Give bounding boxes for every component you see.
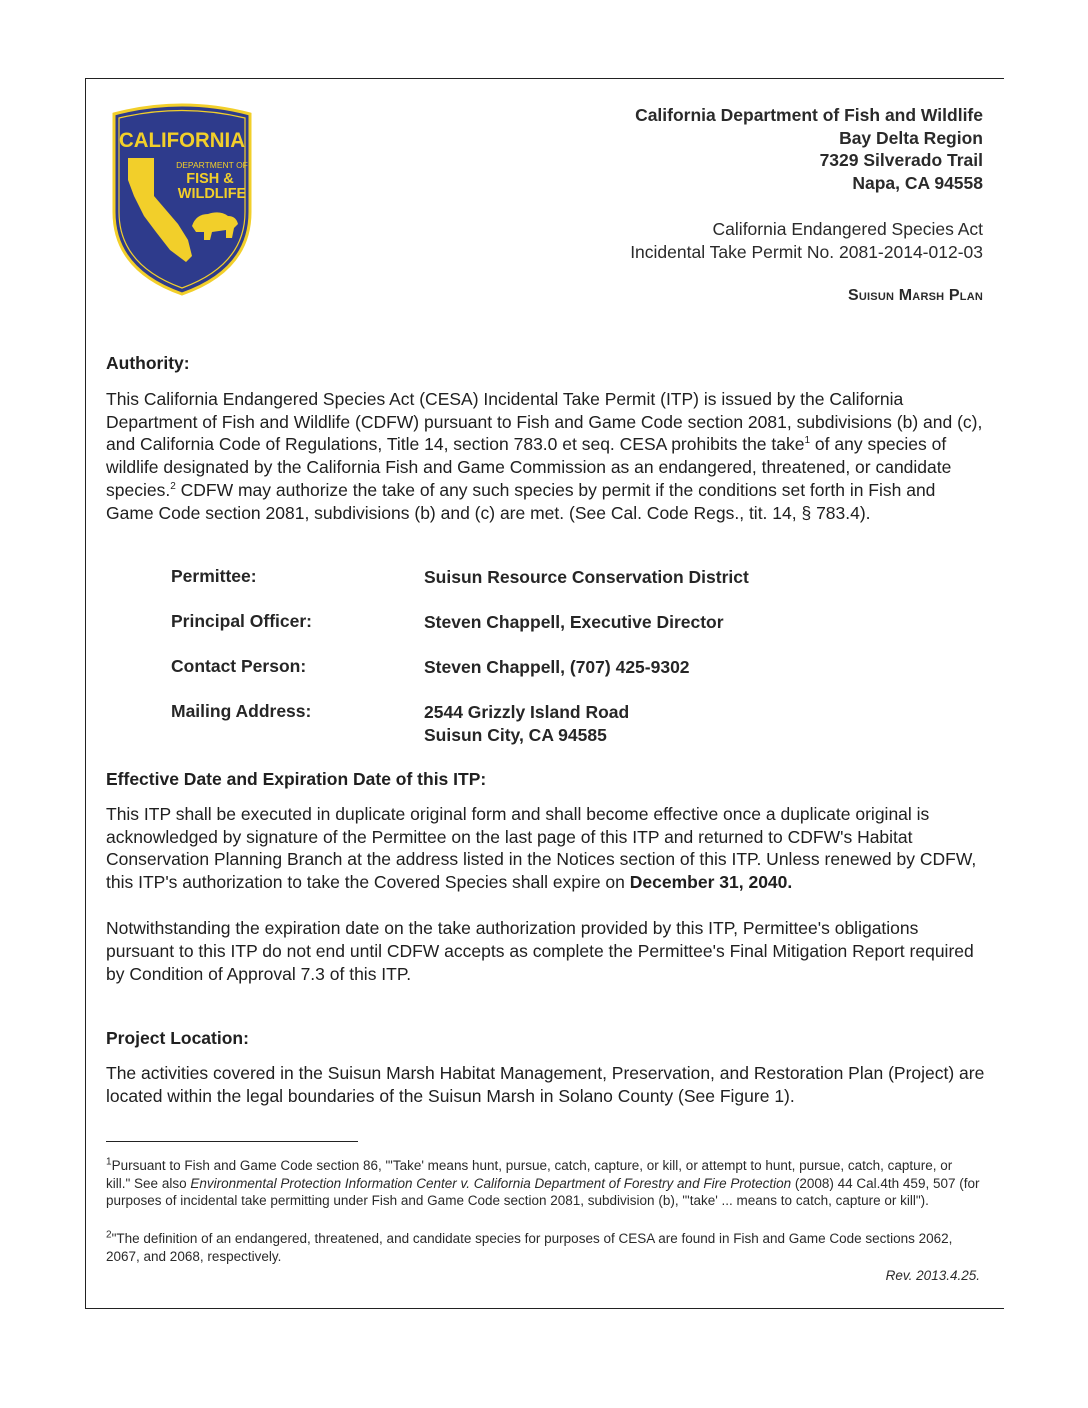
case-citation: Environmental Protection Information Center v. California Department of Forestry and Fire Protection: [190, 1175, 792, 1191]
effective-heading: Effective Date and Expiration Date of this ITP:: [106, 769, 487, 789]
address-line-2: Suisun City, CA 94585: [424, 724, 607, 745]
location-heading: Project Location:: [106, 1028, 249, 1048]
expiration-date: December 31, 2040.: [629, 872, 793, 893]
logo-title: CALIFORNIA: [119, 129, 245, 152]
permittee-label: Permittee:: [171, 566, 257, 586]
authority-heading: Authority:: [106, 353, 190, 373]
logo-fish: FISH &: [186, 171, 234, 187]
footnote-2: $^2$"The definition of an endangered, threatened, and candidate species for purposes of CESA are found in Fish and Game Code sections 2062, 2067, and 2068, respectively.: [106, 1229, 953, 1264]
agency-street: 7329 Silverado Trail: [819, 150, 983, 170]
officer-label: Principal Officer:: [171, 611, 313, 631]
authority-section: [106, 352, 986, 525]
address-value: [424, 701, 629, 747]
agency-city: Napa, CA 94558: [852, 172, 983, 193]
location-text: The activities covered in the Suisun Marsh Habitat Management, Preservation, and Restoration Plan (Project) are located within the legal boundaries of the Suisun Marsh in Solano County (See Figure 1).: [106, 1062, 985, 1106]
contact-label: Contact Person:: [171, 656, 307, 676]
agency-address-block: [635, 104, 983, 194]
logo-wildlife: WILDLIFE: [177, 186, 247, 202]
plan-name: Suisun Marsh Plan: [848, 287, 983, 304]
address-label: Mailing Address:: [171, 701, 312, 721]
contact-value: Steven Chappell, (707) 425-9302: [424, 657, 690, 677]
address-line-1: 2544 Grizzly Island Road: [424, 702, 630, 722]
agency-name: California Department of Fish and Wildlife: [635, 105, 983, 125]
footnote-ref-1: 1: [804, 435, 811, 447]
location-section: [106, 1027, 986, 1107]
effective-para-2: Notwithstanding the expiration date on the take authorization provided by this ITP, Permittee's obligations pursuant to this ITP do not end until CDFW accepts as complete the Permittee's Final Mitigation Report required by Condition of Approval 7.3 of this ITP.: [106, 917, 974, 984]
revision-label: Rev. 2013.4.25.: [885, 1268, 980, 1283]
region-name: Bay Delta Region: [839, 127, 983, 148]
footnote-ref-2: 2: [170, 481, 176, 493]
effective-section: [106, 768, 986, 985]
authority-text: This California Endangered Species Act (CESA) Incidental Take Permit (ITP) is issued by the California Department of Fish and Wildlife (CDFW) pursuant to Fish and Game Code section 2081, subdivisions (b) and (c), and California Code of Regulations, Title 14, section 783.0 et seq. CESA prohibits the take$^1$ of any species of wildlife designated by the California Fish and Game Commission as an endangered, threatened, or candidate species.$^2$ CDFW may authorize the take of any such species by permit if the conditions set forth in Fish and Game Code section 2081, subdivisions (b) and (c) are met. (See Cal. Code Regs., tit. 14, § 783.4).: [106, 388, 983, 523]
act-name: California Endangered Species Act: [712, 219, 983, 239]
permittee-value: Suisun Resource Conservation District: [424, 567, 749, 587]
permit-block: [630, 218, 983, 263]
officer-value: Steven Chappell, Executive Director: [424, 612, 724, 632]
logo-dept: DEPARTMENT OF: [176, 160, 248, 170]
footnote-divider: [106, 1141, 358, 1142]
effective-para-1: This ITP shall be executed in duplicate original form and shall become effective once a duplicate original is acknowledged by signature of the Permittee on the last page of this ITP and returned to CDFW's Habitat Conservation Planning Branch at the address listed in the Notices section of this ITP. Unless renewed by CDFW, this ITP's authorization to take the Covered Species shall expire on December 31, 2040.: [106, 803, 977, 893]
cdfw-logo: [108, 100, 256, 296]
plan-title: [848, 287, 983, 305]
permit-number: Incidental Take Permit No. 2081-2014-012-03: [630, 241, 983, 262]
footnote-1: $^1$Pursuant to Fish and Game Code section 86, "'Take' means hunt, pursue, catch, capture, or kill, or attempt to hunt, pursue, catch, capture, or kill." See also Environmental Protection Information Center v. California Department of Forestry and Fire Protection (2008) 44 Cal.4th 459, 507 (for purposes of incidental take permitting under Fish and Game Code section 2081, subdivision (b), "'take' ... means to catch, capture or kill").: [106, 1156, 980, 1209]
